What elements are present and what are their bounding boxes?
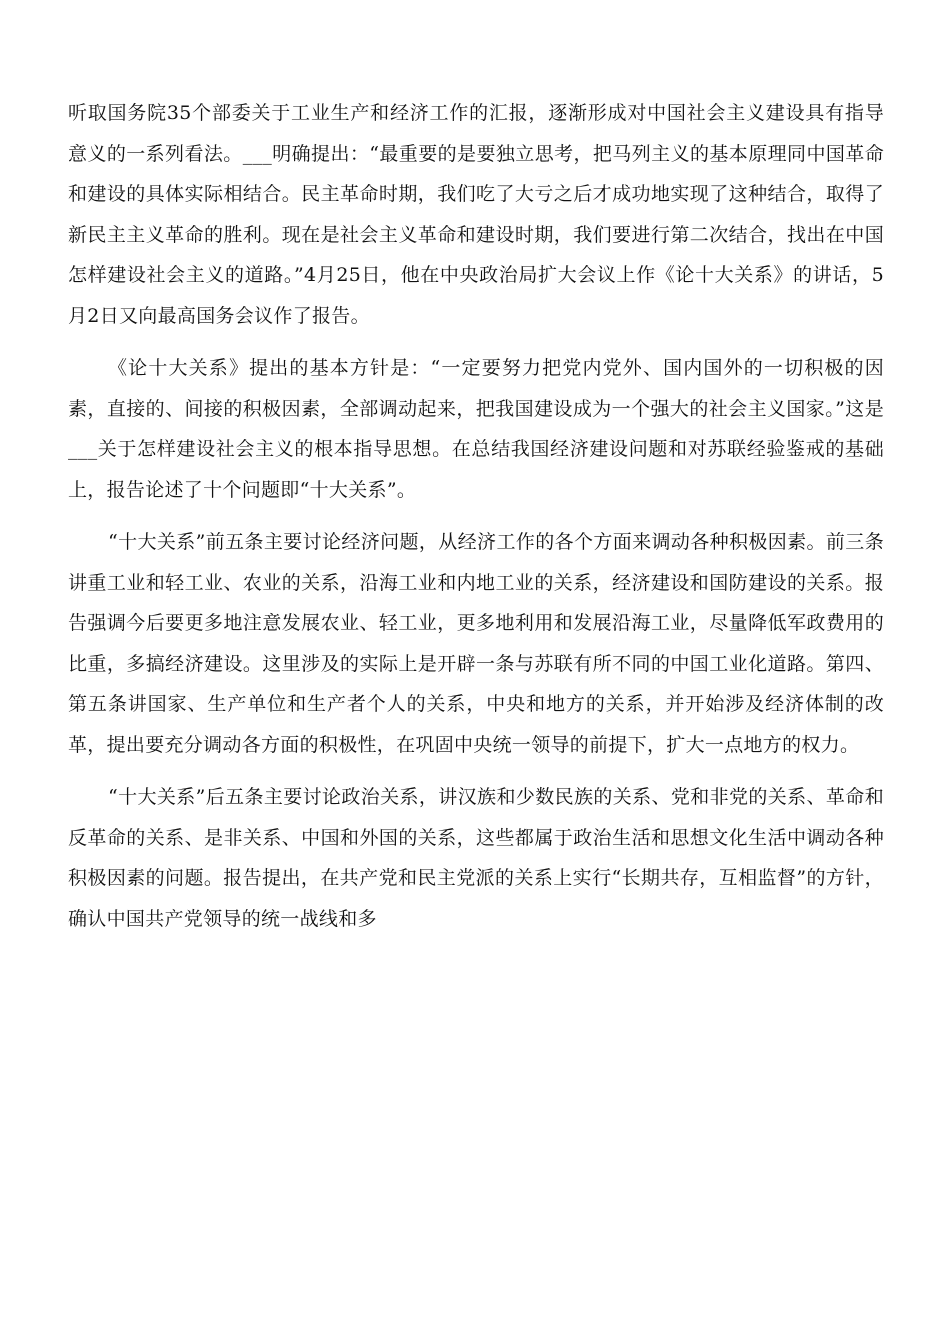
paragraph-2: 《论十大关系》提出的基本方针是：“一定要努力把党内党外、国内国外的一切积极的因素，直接的、间接的积极因素，全部调动起来，把我国建设成为一个强大的社会主义国家。”这是___关于怎样建设社会主义的根本指导思想。在总结我国经济建设问题和对苏联经验鉴戒的基础上，报告论述了十个问题即“十大关系”。 bbox=[68, 357, 884, 501]
paragraph-1: 听取国务院35个部委关于工业生产和经济工作的汇报，逐渐形成对中国社会主义建设具有指导意义的一系列看法。___明确提出：“最重要的是要独立思考，把马列主义的基本原理同中国革命和建设的具体实际相结合。民主革命时期，我们吃了大亏之后才成功地实现了这种结合，取得了新民主主义革命的胜利。现在是社会主义革命和建设时期，我们要进行第二次结合，找出在中国怎样建设社会主义的道路。”4月25日，他在中央政治局扩大会议上作《论十大关系》的讲话，5月2日又向最高国务会议作了报告。 bbox=[68, 102, 884, 327]
document-body bbox=[68, 93, 884, 951]
paragraph-4: “十大关系”后五条主要讨论政治关系，讲汉族和少数民族的关系、党和非党的关系、革命和反革命的关系、是非关系、中国和外国的关系，这些都属于政治生活和思想文化生活中调动各种积极因素的问题。报告提出，在共产党和民主党派的关系上实行“长期共存，互相监督”的方针，确认中国共产党领导的统一战线和多 bbox=[68, 786, 884, 930]
paragraph-3: “十大关系”前五条主要讨论经济问题，从经济工作的各个方面来调动各种积极因素。前三条讲重工业和轻工业、农业的关系，沿海工业和内地工业的关系，经济建设和国防建设的关系。报告强调今后要更多地注意发展农业、轻工业，更多地利用和发展沿海工业，尽量降低军政费用的比重，多搞经济建设。这里涉及的实际上是开辟一条与苏联有所不同的中国工业化道路。第四、第五条讲国家、生产单位和生产者个人的关系，中央和地方的关系，并开始涉及经济体制的改革，提出要充分调动各方面的积极性，在巩固中央统一领导的前提下，扩大一点地方的权力。 bbox=[68, 531, 884, 756]
